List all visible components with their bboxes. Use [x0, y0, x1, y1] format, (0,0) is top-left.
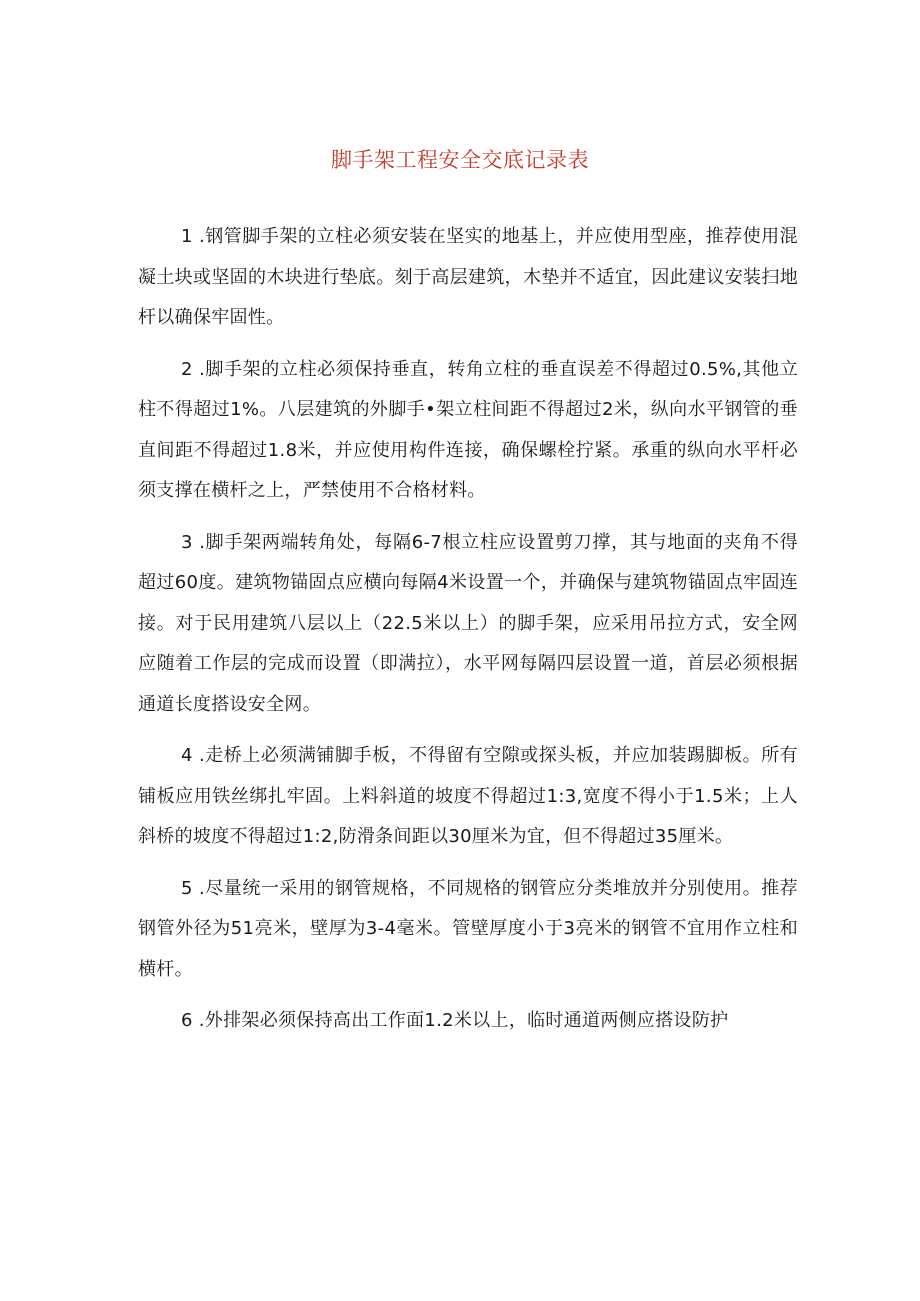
paragraph-5: 5 .尽量统一采用的钢管规格，不同规格的钢管应分类堆放并分别使用。推荐钢管外径为51亮米，壁厚为3-4毫米。管壁厚度小于3亮米的钢管不宜用作立柱和横杆。 [138, 877, 798, 980]
paragraph-4: 4 .走桥上必须满铺脚手板，不得留有空隙或探头板，并应加装踢脚板。所有铺板应用铁丝绑扎牢固。上料斜道的坡度不得超过1:3,宽度不得小于1.5米；上人斜桥的坡度不得超过1:2,防滑条间距以30厘米为宜，但不得超过35厘米。 [138, 745, 798, 847]
document-body [138, 217, 798, 1053]
paragraph-3: 3 .脚手架两端转角处，每隔6-7根立柱应设置剪刀撑，其与地面的夹角不得超过60度。建筑物锚固点应横向每隔4米设置一个，并确保与建筑物锚固点牢固连接。对于民用建筑八层以上（22.5米以上）的脚手架，应采用吊拉方式，安全网应随着工作层的完成而设置（即满拉），水平网每隔四层设置一道，首层必须根据通道长度搭设安全网。 [138, 531, 798, 715]
paragraph-2: 2 .脚手架的立柱必须保持垂直，转角立柱的垂直误差不得超过0.5%,其他立柱不得超过1%。八层建筑的外脚手•架立柱间距不得超过2米，纵向水平钢管的垂直间距不得超过1.8米，并应使用构件连接，确保螺栓拧紧。承重的纵向水平杆必须支撑在横杆之上，严禁使用不合格材料。 [138, 358, 798, 501]
paragraph-6: 6 .外排架必须保持高出工作面1.2米以上，临时通道两侧应搭设防护 [181, 1010, 729, 1031]
document-title: 脚手架工程安全交底记录表 [331, 148, 589, 172]
paragraph-1: 1 .钢管脚手架的立柱必须安装在坚实的地基上，并应使用型座，推荐使用混凝土块或坚固的木块进行垫底。刻于高层建筑，木垫并不适宜，因此建议安装扫地杆以确保牢固性。 [138, 226, 798, 328]
